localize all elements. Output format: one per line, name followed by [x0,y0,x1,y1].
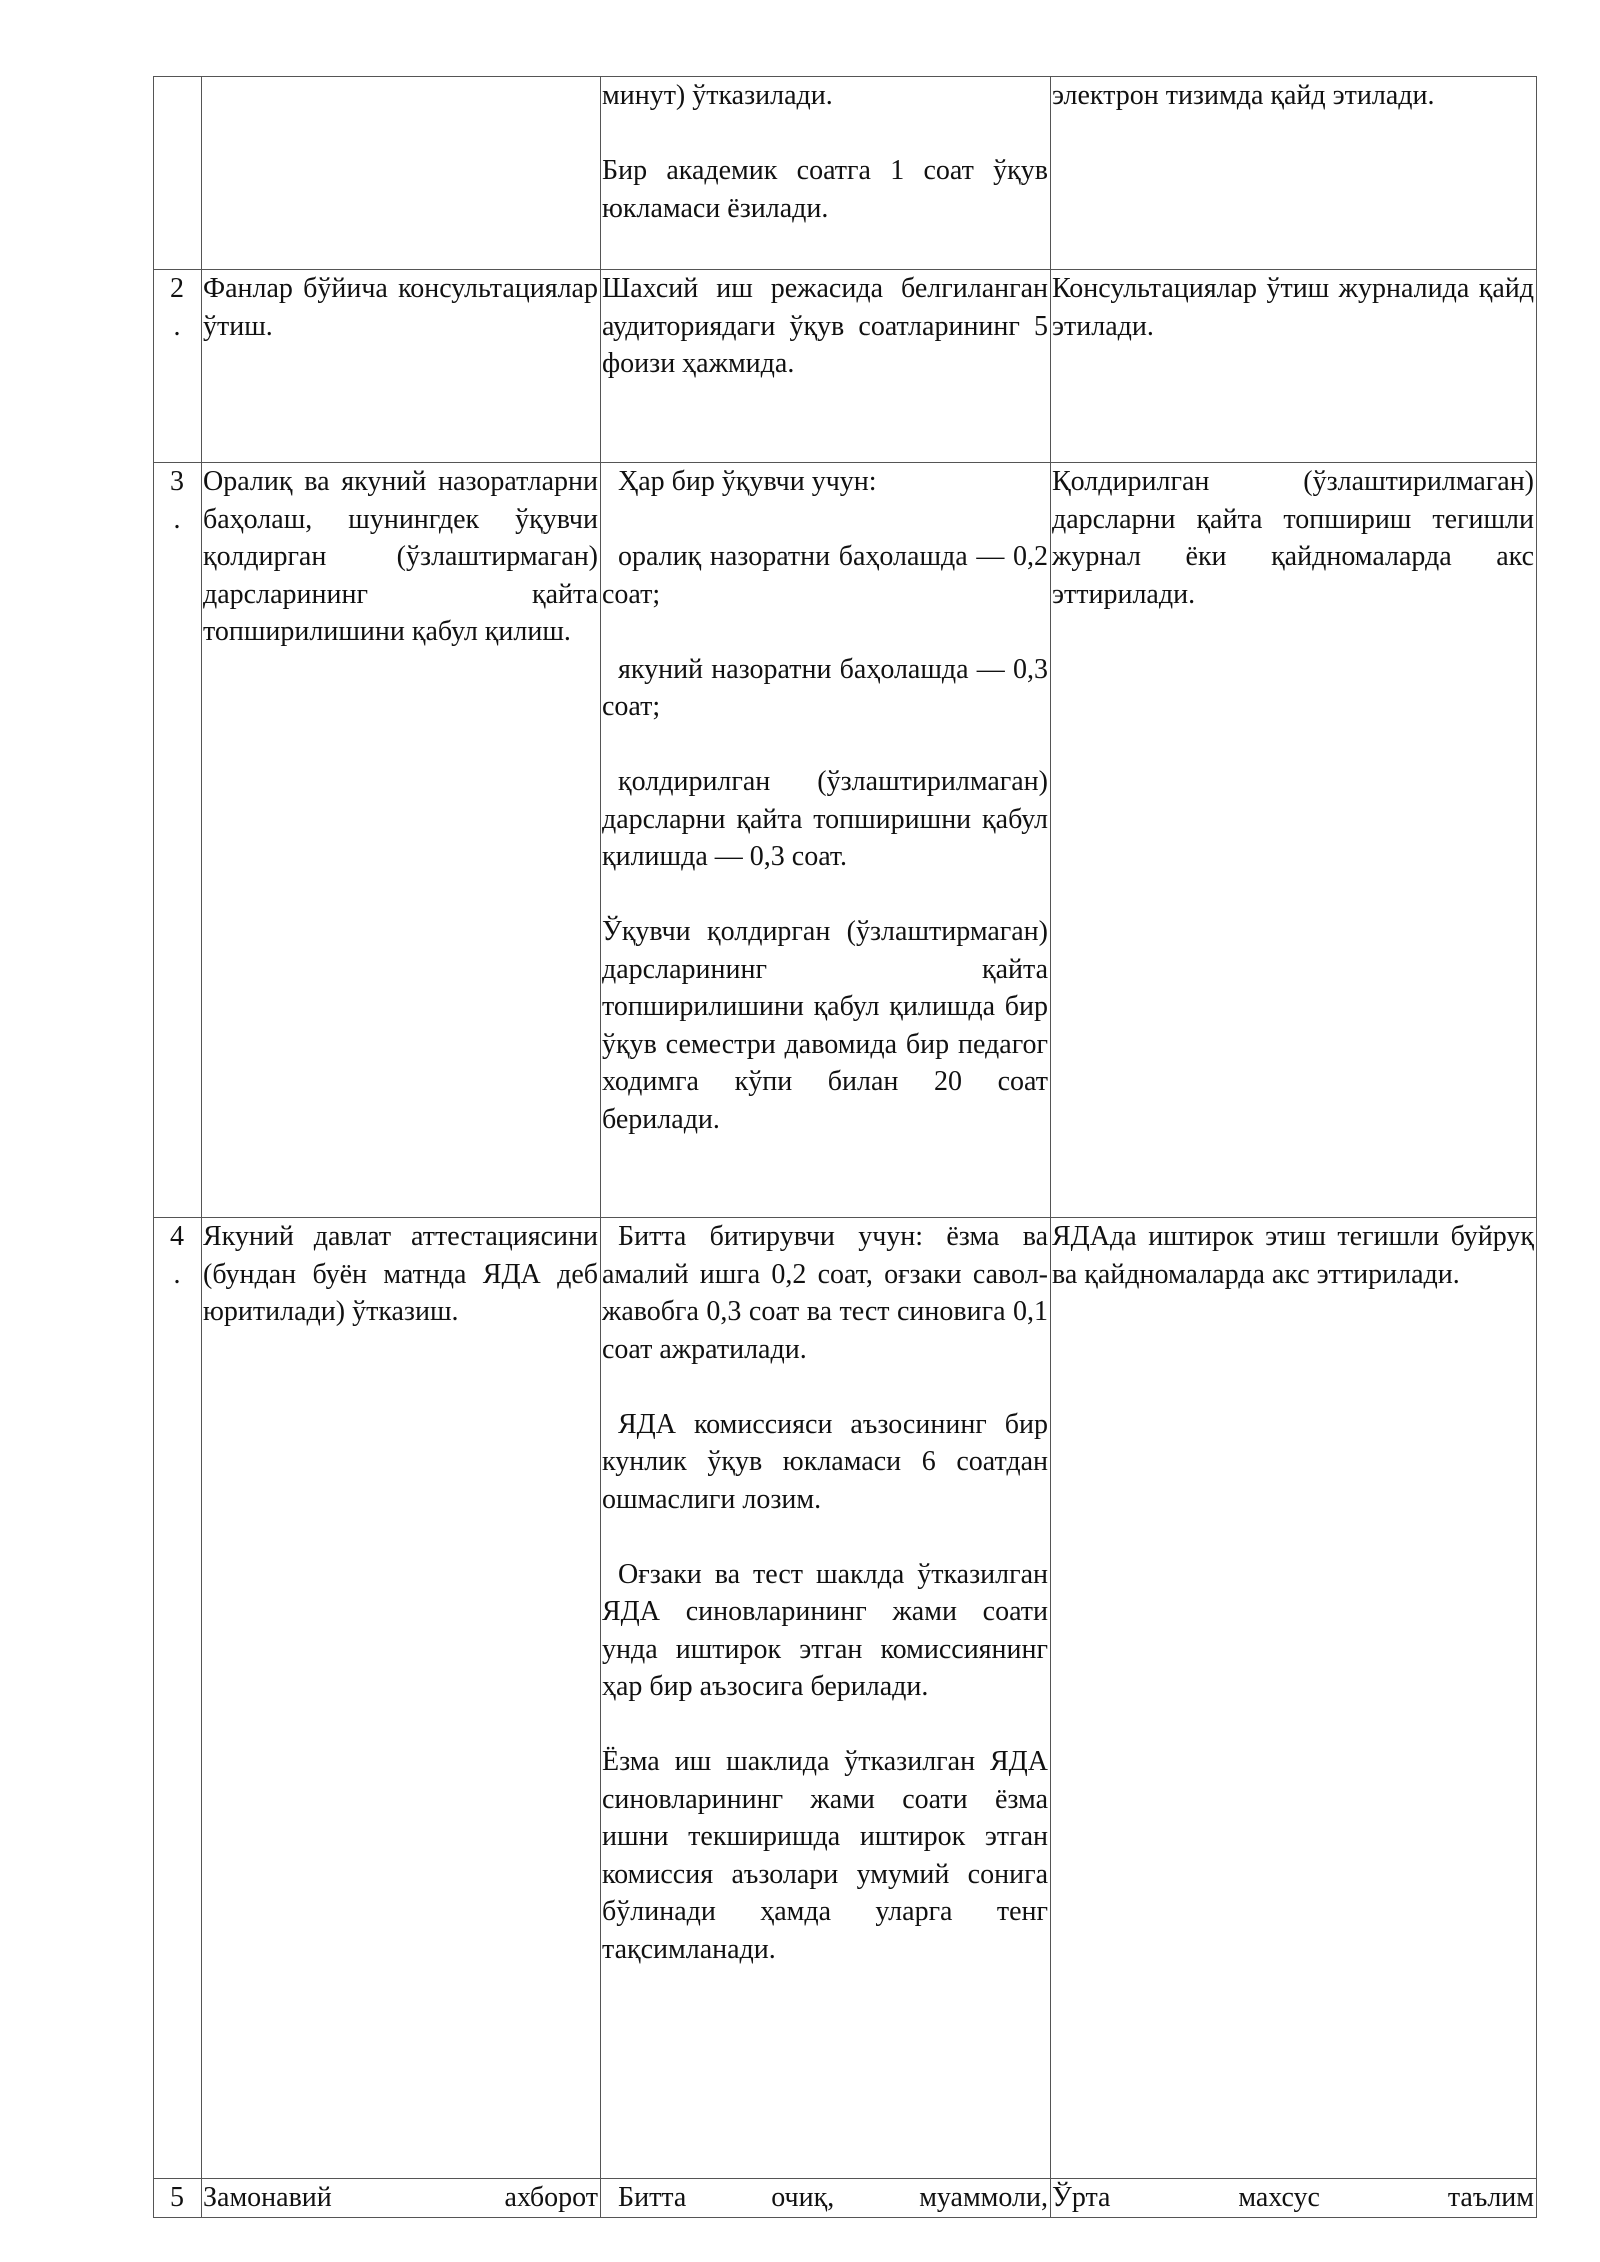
norm-paragraph: Бир академик соатга 1 соат ўқув юкламаси ёзилади. [602,155,1048,224]
table-row [154,270,1537,463]
norm-paragraph: якуний назоратни баҳолашда — 0,3 соат; [602,653,1048,722]
row-number-cell [154,2179,202,2218]
activity-name: Оралиқ ва якуний назоратларни баҳолаш, шунингдек ўқувчи қолдирган (ўзлаштирмаган) дарсларининг қайта топширилишини қабул қилиш. [203,466,598,647]
norm-paragraph: Оғзаки ва тест шаклда ўтказилган ЯДА синовларининг жами соати унда иштирок этган комиссиянинг ҳар бир аъзосига берилади. [602,1558,1048,1702]
norm-paragraph: Ҳар бир ўқувчи учун: [618,466,877,497]
table-row [154,2179,1537,2218]
norm-paragraph: оралиқ назоратни баҳолашда — 0,2 соат; [602,541,1048,610]
row-number: 4 [170,1221,184,1252]
activity-name: Фанлар бўйича консультациялар ўтиш. [203,273,598,342]
activity-name-cell [202,2179,601,2218]
record-text: ЯДАда иштирок этиш тегишли буйруқ ва қайдномаларда акс эттирилади. [1052,1221,1534,1290]
record-cell [1051,270,1537,463]
row-number-cell [154,463,202,1218]
norm-paragraph: Ўқувчи қолдирган (ўзлаштирмаган) дарсларининг қайта топширилишини қабул қилишда бир ўқув семестри давомида бир педагог ходимга кўпи билан 20 соат берилади. [602,916,1048,1135]
norm-paragraph: Битта битирувчи учун: ёзма ва амалий ишга 0,2 соат, оғзаки савол-жавобга 0,3 соат ва тест синовига 0,1 соат ажратилади. [602,1221,1048,1365]
record-text: Ўрта махсус таълим [1052,2182,1534,2213]
norm-paragraph: ЯДА комиссияси аъзосининг бир кунлик ўқув юкламаси 6 соатдан ошмаслиги лозим. [602,1408,1048,1515]
table-row [154,77,1537,270]
row-number-cell [154,77,202,270]
record-cell [1051,2179,1537,2218]
norm-cell [601,1218,1051,2179]
norm-cell [601,463,1051,1218]
workload-norms-table [153,76,1537,2218]
row-number: 5 [170,2182,184,2213]
record-cell [1051,77,1537,270]
record-text: Консультациялар ўтиш журналида қайд этилади. [1052,273,1534,342]
activity-name-cell [202,270,601,463]
norm-paragraph: Битта очиқ, муаммоли, [618,2182,1048,2213]
row-number-dot: . [173,503,181,535]
record-text: электрон тизимда қайд этилади. [1052,80,1435,111]
norm-cell [601,2179,1051,2218]
activity-name-cell [202,463,601,1218]
norm-cell [601,270,1051,463]
activity-name-cell [202,1218,601,2179]
norm-paragraph: минут) ўтказилади. [602,80,833,111]
activity-name: Замонавий ахборот [203,2182,598,2213]
row-number: 3 [170,466,184,497]
norm-paragraph: қолдирилган (ўзлаштирилмаган) дарсларни қайта топширишни қабул қилишда — 0,3 соат. [602,766,1048,872]
row-number-cell [154,270,202,463]
activity-name-cell [202,77,601,270]
record-cell [1051,1218,1537,2179]
record-text: Қолдирилган (ўзлаштирилмаган) дарсларни қайта топшириш тегишли журнал ёки қайдномаларда акс эттирилади. [1052,466,1534,610]
activity-name: Якуний давлат аттестациясини (бундан буён матнда ЯДА деб юритилади) ўтказиш. [203,1221,598,1327]
norm-paragraph: Ёзма иш шаклида ўтказилган ЯДА синовларининг жами соати ёзма ишни текширишда иштирок этган комиссия аъзолари умумий сонига бўлинади ҳамда уларга тенг тақсимланади. [602,1746,1048,1965]
norm-paragraph: Шахсий иш режасида белгиланган аудиториядаги ўқув соатларининг 5 фоизи ҳажмида. [602,273,1048,379]
record-cell [1051,463,1537,1218]
table-row [154,1218,1537,2179]
norm-cell [601,77,1051,270]
table-row [154,463,1537,1218]
row-number: 2 [170,273,184,304]
row-number-cell [154,1218,202,2179]
row-number-dot: . [173,310,181,342]
row-number-dot: . [173,1258,181,1290]
